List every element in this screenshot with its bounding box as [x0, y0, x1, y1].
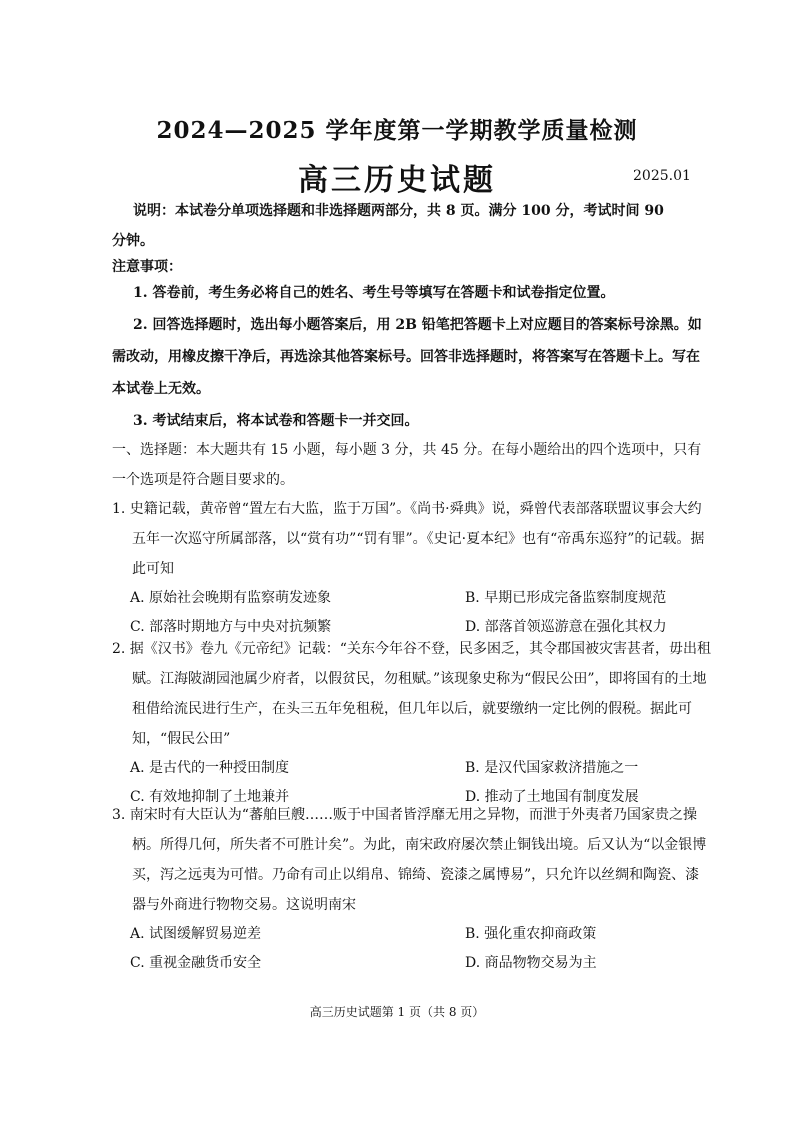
- option-c: C. 有效地抑制了土地兼并: [130, 789, 290, 805]
- question-stem: 2. 据《汉书》卷九《元帝纪》记载：“关东今年谷不登，民多困乏，其令郡国被灾害甚者，毋出租赋。江海陂湖园池属少府者，以假贫民，勿租赋。”该现象史称为“假民公田”，即将国有的土地租借给流民进行生产，在头三五年免租税，但几年以后，就要缴纳一定比例的假税。据此可知，“假民公田”: [112, 641, 711, 747]
- exam-title: 2024—2025 学年度第一学期教学质量检测: [156, 117, 638, 144]
- option-c: C. 重视金融货币安全: [130, 955, 262, 971]
- option-a: A. 试图缓解贸易逆差: [130, 926, 262, 942]
- question-stem: 3. 南宋时有大臣认为“蕃舶巨艘……贩于中国者皆浮靡无用之异物，而泄于外夷者乃国家贵之操柄。所得几何，所失者不可胜计矣”。为此，南宋政府屡次禁止铜钱出境。后又认为“以金银博买，泻之远夷为可惜。乃命有司止以绢帛、锦绮、瓷漆之属博易”，只允许以丝绸和陶瓷、漆器与外商进行物物交易。这说明南宋: [112, 807, 707, 913]
- note-item: 2. 回答选择题时，选出每小题答案后，用 2B 铅笔把答题卡上对应题目的答案标号涂黑。如需改动，用橡皮擦干净后，再选涂其他答案标号。回答非选择题时，将答案写在答题卡上。写在本试卷上无效。: [112, 317, 702, 397]
- option-d: D. 部落首领巡游意在强化其权力: [465, 619, 667, 635]
- notes-list: [112, 277, 712, 437]
- question-3: [112, 800, 712, 978]
- page-footer: 高三历史试题第 1 页（共 8 页）: [309, 1005, 485, 1019]
- note-item: 1. 答卷前，考生务必将自己的姓名、考生号等填写在答题卡和试卷指定位置。: [133, 285, 615, 301]
- question-stem: 1. 史籍记载，黄帝曾“置左右大监，监于万国”。《尚书·舜典》说，舜曾代表部落联盟议事会大约五年一次巡守所属部落，以“赏有功”“罚有罪”。《史记·夏本纪》也有“帝禹东巡狩”的记载。据此可知: [112, 501, 705, 577]
- section-heading: 一、选择题：本大题共有 15 小题，每小题 3 分，共 45 分。在每小题给出的四个选项中，只有一个选项是符合题目要求的。: [112, 442, 702, 488]
- option-d: D. 商品物物交易为主: [465, 955, 597, 971]
- option-list: [112, 920, 712, 978]
- option-b: B. 是汉代国家救济措施之一: [465, 760, 639, 776]
- question-2: [112, 634, 712, 812]
- exam-date: 2025.01: [633, 168, 691, 184]
- note-item: 3. 考试结束后，将本试卷和答题卡一并交回。: [133, 413, 419, 429]
- option-b: B. 强化重农抑商政策: [465, 926, 597, 942]
- option-c: C. 部落时期地方与中央对抗频繁: [130, 619, 332, 635]
- option-d: D. 推动了土地国有制度发展: [465, 789, 639, 805]
- subject-title: 高三历史试题: [298, 163, 496, 198]
- instructions: [112, 196, 712, 256]
- notes-title: 注意事项：: [112, 259, 182, 275]
- option-a: A. 是古代的一种授田制度: [130, 760, 290, 776]
- instructions-line-2: 分钟。: [112, 233, 154, 249]
- question-1: [112, 494, 712, 642]
- instructions-line-1: 说明：本试卷分单项选择题和非选择题两部分，共 8 页。满分 100 分，考试时间 90: [133, 203, 664, 219]
- option-b: B. 早期已形成完备监察制度规范: [465, 590, 667, 606]
- option-a: A. 原始社会晚期有监察萌发迹象: [130, 590, 332, 606]
